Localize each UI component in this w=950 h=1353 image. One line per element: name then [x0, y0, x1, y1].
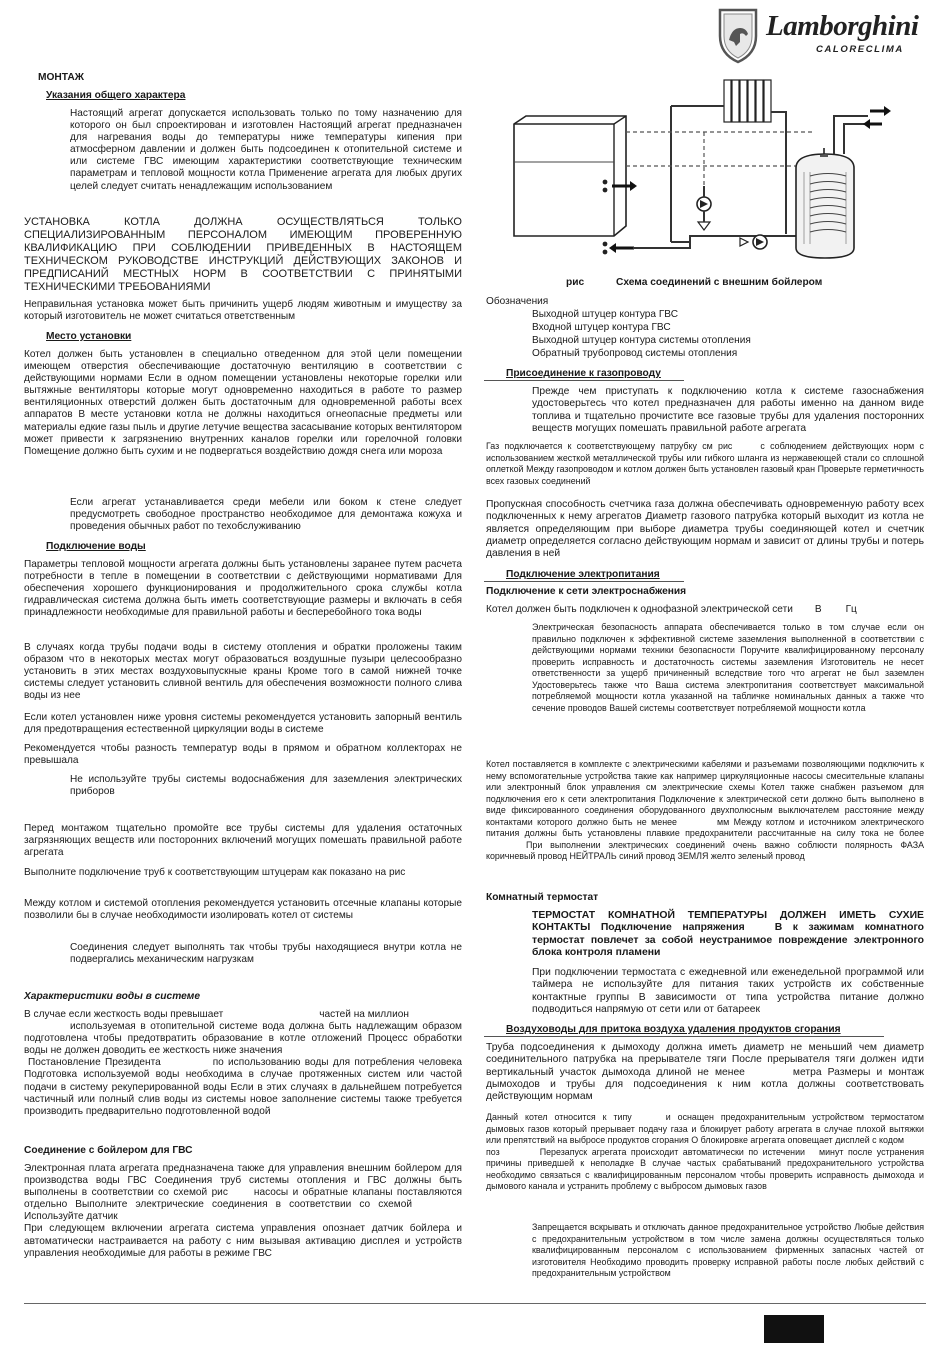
paragraph-furniture: Если агрегат устанавливается среди мебели или боком к стене следует предусмотреть свободное пространство необходимое для демонтажа кожуха и проведения обычных работ по техобслуживанию: [70, 497, 462, 533]
legend-item: Входной штуцер контура ГВС: [532, 322, 671, 333]
brand-logo: [716, 4, 926, 66]
paragraph-water-3: Если котел установлен ниже уровня системы рекомендуется установить запорный вентиль для предотвращения естественной циркуляции воды в системе: [24, 712, 462, 736]
paragraph-mains: Котел должен быть подключен к однофазной электрической сети В Гц: [486, 604, 857, 615]
paragraph-gas-2: Газ подключается к соответствующему патрубку см рис с соблюдением действующих норм с использованием жесткой металлической трубы или гибкого шланга из нержавеющей стали со сплошной оплеткой Между газопроводом и котлом должен быть установлен газовый кран Проверьте герметичность всех газовых соединений: [486, 441, 924, 486]
paragraph-liability: Неправильная установка может быть причинить ущерб людям животным и имуществу за который изготовитель не может считаться ответственным: [24, 299, 462, 323]
bull-shield-icon: [716, 6, 760, 64]
figure-caption: Схема соединений с внешним бойлером: [616, 277, 823, 288]
paragraph-cables: Котел поставляется в комплекте с электрическими кабелями и разъемами позволяющими подключить к нему вспомогательные устройства такие как например циркуляционные насосы смесительные клапаны или электронный блок управления см электрические схемы Котел также снабжен разъемом для подключения его к сети электропитания Подключение к электрической сети должно быть выполнено в виде фиксированного соединения оборудованного двухполюсным выключателем расстояние между контактами которого должно быть не менее мм Между котлом и источником электрического питания должны быть установлены плавкие предохранители рассчитанные на силу тока не болееПри выполнении электрических соединений очень важно соблюсти полярность ФАЗА коричневый провод НЕЙТРАЛЬ синий провод ЗЕМЛЯ желто зеленый провод: [486, 759, 924, 861]
paragraph-water-quality: В случае если жесткость воды превышает частей на миллион используемая в отопительной системе вода должна быть надлежащим образом подготовлена чтобы предотвратить образование в котле отложений Процесс обработки воды не должен доводить ее жесткость ниже значения Постановление Президента по использованию воды для потребления человека Подготовка используемой воды необходима в случае протяженных систем или частой подачи в систему рекуперированной воды Если в этих случаях в дальнейшем потребуется частичный или полный слив воды из системы новое заполнение системы также требуется производить предварительно подготовленной водой: [24, 1009, 462, 1117]
legend-item: Выходной штуцер контура ГВС: [532, 309, 678, 320]
section-general: Указания общего характера: [46, 90, 186, 101]
brand-subtitle: CALORECLIMA: [816, 44, 904, 55]
paragraph-boiler: Электронная плата агрегата предназначена также для управления внешним бойлером для производства воды ГВС Соединения труб системы отопления и ГВС должны быть выполнены в соответствии со схемой рис насосы и обратные клапаны поставляются отдельно Выполните электрические соединения в соответствии со схемойИспользуйте датчик При следующем включении агрегата система управления опознает датчик бойлера и автоматически настраивается на работу с ним вызывая активацию дисплея и устройств управления необходимые для работы в режиме ГВС: [24, 1163, 462, 1259]
legend-item: Обратный трубопровод системы отопления: [532, 348, 738, 359]
paragraph-install-warning: УСТАНОВКА КОТЛА ДОЛЖНА ОСУЩЕСТВЛЯТЬСЯ ТОЛЬКО СПЕЦИАЛИЗИРОВАННЫМ ПЕРСОНАЛОМ ИМЕЮЩИМ ПРОВЕРЕННУЮ КВАЛИФИКАЦИЮ ПРИ СОБЛЮДЕНИИ ПРИВЕДЕННЫХ В НАСТОЯЩЕМ ТЕХНИЧЕСКОМ РУКОВОДСТВЕ ИНСТРУКЦИЙ ДЕЙСТВУЮЩИХ ЗАКОНОВ И ПРЕДПИСАНИЙ МЕСТНЫХ НОРМ В СООТВЕТСТВИИ С ПРИНЯТЫМИ ТЕХНИЧЕСКИМИ ТРЕБОВАНИЯМИ: [24, 216, 462, 293]
paragraph-gas-meter: Пропускная способность счетчика газа должна обеспечивать одновременную работу всех подключенных к нему агрегатов Диаметр газового патрубка который выходит из котла не является определяющим при выборе диаметра трубы соединяющей котел и счетчик диаметр определяется согласно действующим нормам и зависит от длины трубы и потерь давления в ней: [486, 499, 924, 560]
section-flue: Воздуховоды для притока воздуха удаления продуктов сгорания: [506, 1024, 841, 1035]
paragraph-thermostat-timer: При подключении термостата с ежедневной или еженедельной программой или таймера не используйте для питания таких устройств их собственные контактные группы В зависимости от типа устройства питание должно подводиться напрямую от сети или от батареек: [532, 967, 924, 1015]
boiler-connection-diagram: [484, 76, 926, 276]
paragraph-connect: Выполните подключение труб к соответствующим штуцерам как показано на рис: [24, 867, 406, 878]
legend-item: Выходной штуцер контура системы отопления: [532, 335, 751, 346]
footer-rule: [24, 1303, 926, 1304]
section-rule: [484, 380, 684, 381]
paragraph-flue-safety: Данный котел относится к типу и оснащен предохранительным устройством термостатом дымовых газов который прерывает подачу газа и блокирует работу агрегата в случае плохой вытяжки или препятствий на выбросе продуктов сгорания О блокировке агрегата оповещает дисплей с кодомпоз Перезапуск агрегата происходит автоматически по истечении минут после устранения причины приведшей к неполадке В случае частых срабатываний предохранительного устройства необходимо связаться с квалифицированным персоналом чтобы проверить исправность дымохода и дымового канала и устранить проблему с выбросом дымовых газов: [486, 1112, 924, 1191]
paragraph-thermostat-warning: ТЕРМОСТАТ КОМНАТНОЙ ТЕМПЕРАТУРЫ ДОЛЖЕН ИМЕТЬ СУХИЕ КОНТАКТЫ Подключение напряжения В к зажимам комнатного термостат повлечет за собой неустранимое повреждение электронного блока контроля пламени: [532, 910, 924, 959]
section-water-quality: Характеристики воды в системе: [24, 991, 200, 1002]
section-rule: [484, 581, 684, 582]
section-title-montage: МОНТАЖ: [38, 72, 84, 83]
section-water: Подключение воды: [46, 541, 146, 552]
paragraph-location: Котел должен быть установлен в специально отведенном для этой цели помещении имеющем отверстия обеспечивающие достаточную вентиляцию в соответствии с действующими нормами Если в одном помещении установлены некоторые горелки или вытяжные вентиляторы которые могут одновременно находиться в работе то размер вентиляционных отверстий должен быть достаточным для одновременной работы всех аппаратов В месте установки котла не должны находиться огнеопасные предметы или материалы едкие газы пыль и другие летучие вещества засасывание которых вентилятором может привести к загрязнению внутренних каналов горелки или горелочной головки Помещение должно быть сухим и не подвергаться воздействию дождя снега или мороза: [24, 349, 462, 457]
paragraph-electrical-safety: Электрическая безопасность аппарата обеспечивается только в том случае если он правильно подключен к эффективной системе заземления выполненной в соответствии с действующими нормами техники безопасности Поручите квалифицированному персоналу проверить исправность и достаточность системы заземления Изготовитель не несет ответственности за ущерб причиненный вследствие того что агрегат не был заземлен Удостоверьтесь также что Ваша система электропитания соответствует максимальной потребляемой мощности котла указанной на табличке номинальных данных а также что сечение проводов Вашей системы соответствует потребляемой мощности котла: [532, 622, 924, 713]
figure-label: рис: [566, 277, 585, 288]
paragraph-valves: Между котлом и системой отопления рекомендуется установить отсечные клапаны которые позволили бы в случае необходимости изолировать котел от системы: [24, 898, 462, 922]
legend-title: Обозначения: [486, 296, 549, 307]
paragraph-gas-1: Прежде чем приступать к подключению котла к системе газоснабжения удостоверьтесь что котел предназначен для работы именно на данном виде топлива и тщательно прочистите все газовые трубы для удаления посторонних веществ могущих помешать правильной работе агрегата: [532, 386, 924, 434]
section-location: Место установки: [46, 331, 132, 342]
paragraph-flush: Перед монтажом тщательно промойте все трубы системы для удаления остаточных загрязняющих веществ или посторонних включений могущих помешать правильной работе агрегата: [24, 823, 462, 859]
paragraph-water-4: Рекомендуется чтобы разность температур воды в прямом и обратном коллекторах не превышала: [24, 743, 462, 767]
paragraph-water-1: Параметры тепловой мощности агрегата должны быть установлены заранее путем расчета потребности в тепле в помещении в соответствии с действующими нормативами Для обеспечения хорошего функционирования и продолжительного срока службы котла гидравлическая система должна быть иметь соответствующие размеры и включать в себя принадлежности необходимые для правильной работы и бесперебойного тока воды: [24, 559, 462, 619]
paragraph-stress: Соединения следует выполнять так чтобы трубы находящиеся внутри котла не подвергались механическим нагрузкам: [70, 942, 462, 966]
section-power: Подключение электропитания: [506, 569, 660, 580]
section-gas: Присоединение к газопроводу: [506, 368, 661, 379]
paragraph-grounding: Не используйте трубы системы водоснабжения для заземления электрических приборов: [70, 774, 462, 798]
paragraph-water-2: В случаях когда трубы подачи воды в систему отопления и обратки проложены таким образом что в некоторых местах могут образоваться воздушные пузыри целесообразно установить в этих местах воздуховыпускные краны Кроме того в самой нижней точке системы следует установить сливной вентиль для обеспечения возможности полного слива воды из нее: [24, 642, 462, 702]
page-number-box: [764, 1315, 824, 1343]
section-rule: [484, 1036, 884, 1037]
brand-name: Lamborghini: [766, 10, 919, 42]
section-boiler: Соединение с бойлером для ГВС: [24, 1145, 193, 1156]
paragraph-general: Настоящий агрегат допускается использовать только по тому назначению для которого он был спроектирован и изготовлен Настоящий агрегат предназначен для нагревания воды до температуры ниже температуры кипения при атмосферном давлении и должен быть подсоединен к отопительной системе и или системе ГВС имеющим характеристики соответствующие техническим параметрам и тепловой мощности котла Применение агрегата для любых других целей следует считать ненадлежащим использованием: [70, 108, 462, 192]
paragraph-flue-warning: Запрещается вскрывать и отключать данное предохранительное устройство Любые действия с предохранительным устройством в том числе замена должны осуществляться только квалифицированным персоналом с использованием фирменных запасных частей от изготовителя Необходимо проводить проверку исправной работы после любых действий с предохранительным устройством: [532, 1222, 924, 1278]
section-mains: Подключение к сети электроснабжения: [486, 586, 687, 597]
section-thermostat: Комнатный термостат: [486, 892, 599, 903]
paragraph-flue: Труба подсоединения к дымоходу должна иметь диаметр не меньший чем диаметр соединительного патрубка на прерывателе тяги После прерывателя тяги должен идти вертикальный участок дымохода длиной не менее метра Размеры и монтаж дымоходов и трубы для подсоединения к ним котла должны соответствовать действующим нормам: [486, 1042, 924, 1103]
